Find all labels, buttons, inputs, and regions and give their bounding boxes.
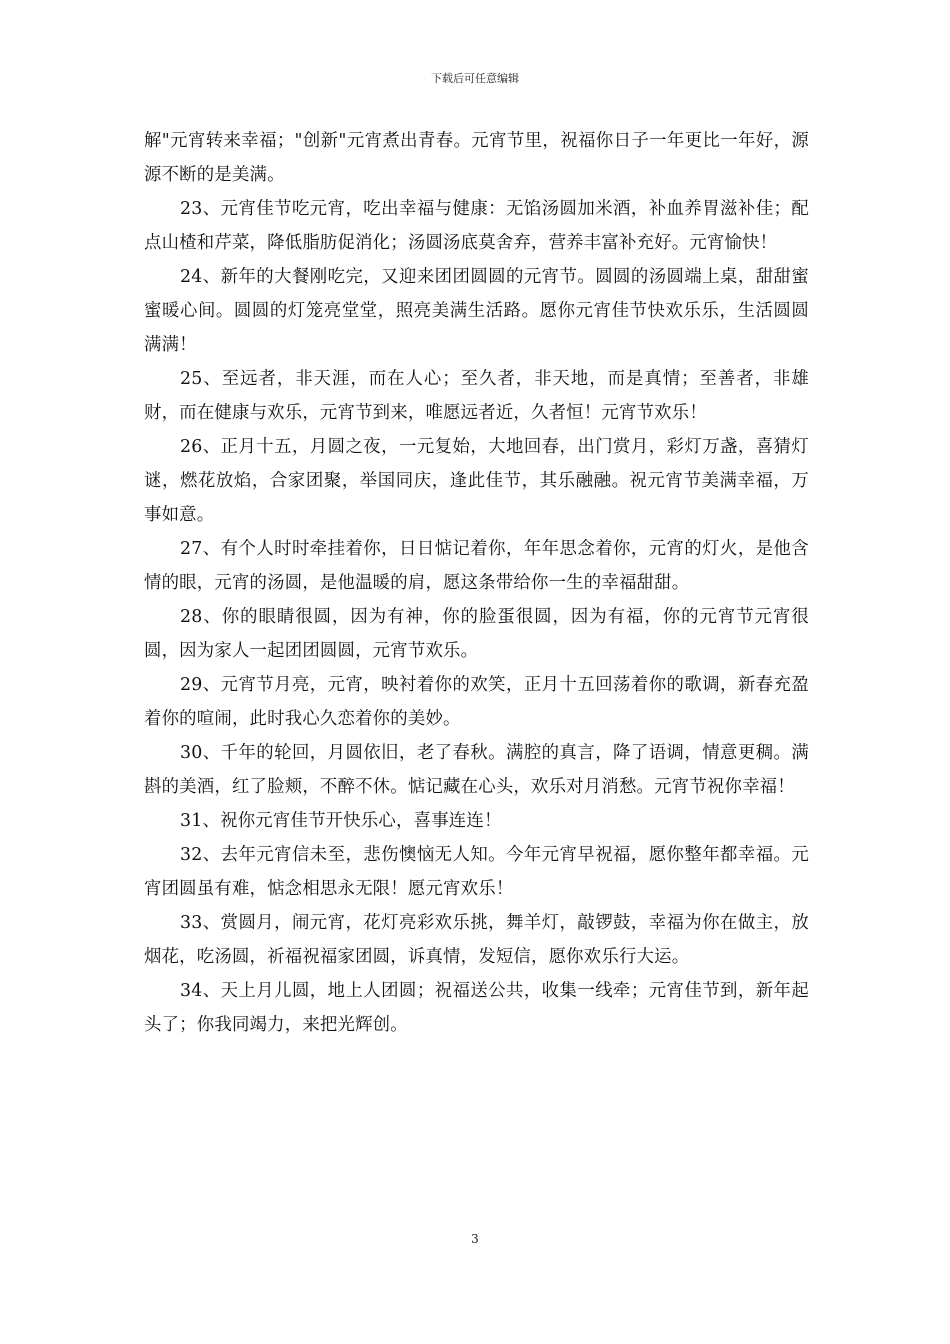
paragraph-26: 26、正月十五，月圆之夜，一元复始，大地回春，出门赏月，彩灯万盏，喜猜灯谜，燃花放焰，合家团聚，举国同庆，逢此佳节，其乐融融。祝元宵节美满幸福，万事如意。 [144,437,809,525]
paragraph-31: 31、祝你元宵佳节开快乐心，喜事连连！ [180,811,502,831]
paragraph-27: 27、有个人时时牵挂着你，日日惦记着你，年年思念着你，元宵的灯火，是他含情的眼，元宵的汤圆，是他温暖的肩，愿这条带给你一生的幸福甜甜。 [144,539,809,593]
paragraph-continuation: 解"元宵转来幸福；"创新"元宵煮出青春。元宵节里，祝福你日子一年更比一年好，源源不断的是美满。 [144,131,809,185]
paragraph-23: 23、元宵佳节吃元宵，吃出幸福与健康：无馅汤圆加米酒，补血养胃滋补佳；配点山楂和芹菜，降低脂肪促消化；汤圆汤底莫舍弃，营养丰富补充好。元宵愉快！ [144,199,809,253]
paragraph-32: 32、去年元宵信未至，悲伤懊恼无人知。今年元宵早祝福，愿你整年都幸福。元宵团圆虽有难，惦念相思永无限！愿元宵欢乐！ [144,845,809,899]
paragraph-33: 33、赏圆月，闹元宵，花灯亮彩欢乐挑，舞羊灯，敲锣鼓，幸福为你在做主，放烟花，吃汤圆，祈福祝福家团圆，诉真情，发短信，愿你欢乐行大运。 [144,913,809,967]
paragraph-30: 30、千年的轮回，月圆依旧，老了春秋。满腔的真言，降了语调，情意更稠。满斟的美酒，红了脸颊，不醉不休。惦记藏在心头，欢乐对月消愁。元宵节祝你幸福！ [144,743,809,797]
page-header: 下载后可任意编辑 [431,72,519,85]
paragraph-24: 24、新年的大餐刚吃完，又迎来团团圆圆的元宵节。圆圆的汤圆端上桌，甜甜蜜蜜暖心间。圆圆的灯笼亮堂堂，照亮美满生活路。愿你元宵佳节快欢乐乐，生活圆圆满满！ [144,267,809,355]
document-body [144,124,809,1042]
paragraph-29: 29、元宵节月亮，元宵，映衬着你的欢笑，正月十五回荡着你的歌调，新春充盈着你的喧闹，此时我心久恋着你的美妙。 [144,675,809,729]
paragraph-34: 34、天上月儿圆，地上人团圆；祝福送公共，收集一线牵；元宵佳节到，新年起头了；你我同竭力，来把光辉创。 [144,981,809,1035]
paragraph-25: 25、至远者，非天涯，而在人心；至久者，非天地，而是真情；至善者，非雄财，而在健康与欢乐，元宵节到来，唯愿远者近，久者恒！元宵节欢乐！ [144,369,809,423]
page-number: 3 [471,1232,479,1246]
paragraph-28: 28、你的眼睛很圆，因为有神，你的脸蛋很圆，因为有福，你的元宵节元宵很圆，因为家人一起团团圆圆，元宵节欢乐。 [144,607,809,661]
